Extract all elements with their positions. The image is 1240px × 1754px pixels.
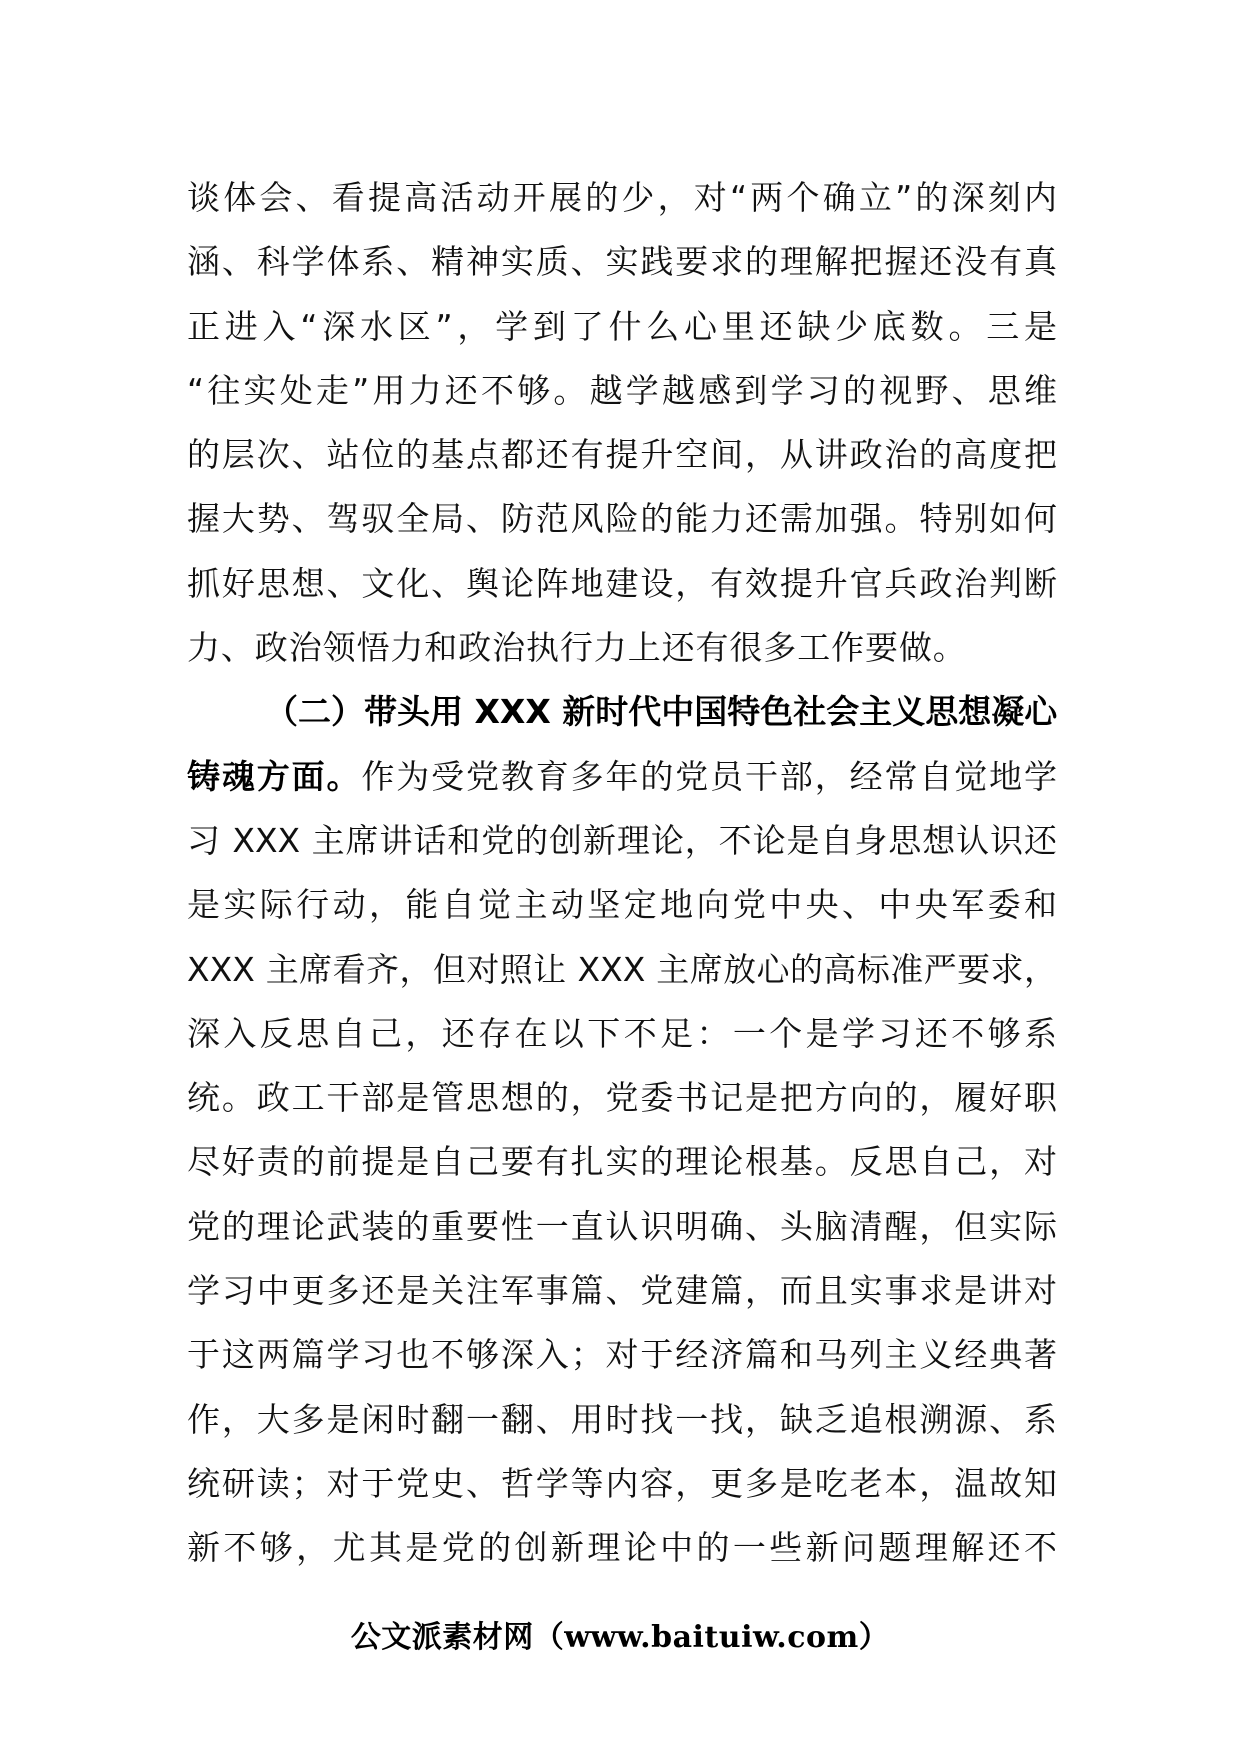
section-heading-tail: 铸魂方面。 xyxy=(187,756,362,796)
text-line: 作，大多是闲时翻一翻、用时找一找，缺乏追根溯源、系 xyxy=(187,1399,1057,1439)
text-line xyxy=(187,745,1057,809)
section-heading: （二）带头用 XXX 新时代中国特色社会主义思想凝心 xyxy=(265,692,1058,732)
text-line: 统。政工干部是管思想的，党委书记是把方向的，履好职 xyxy=(187,1078,1057,1118)
text-line: 是实际行动，能自觉主动坚定地向党中央、中央军委和 xyxy=(187,885,1057,925)
text-line: 握大势、驾驭全局、防范风险的能力还需加强。特别如何 xyxy=(187,499,1057,539)
text-line: 党的理论武装的重要性一直认识明确、头脑清醒，但实际 xyxy=(187,1206,1057,1246)
document-body xyxy=(187,166,1057,1581)
text-line: 深入反思自己，还存在以下不足：一个是学习还不够系 xyxy=(187,1013,1057,1053)
section-intro-text: 作为受党教育多年的党员干部，经常自觉地学 xyxy=(361,756,1057,796)
text-line: 谈体会、看提高活动开展的少，对“两个确立”的深刻内 xyxy=(187,178,1057,217)
text-line: 抓好思想、文化、舆论阵地建设，有效提升官兵政治判断 xyxy=(187,563,1057,603)
text-line: 学习中更多还是关注军事篇、党建篇，而且实事求是讲对 xyxy=(187,1271,1057,1311)
text-line: 正进入“深水区”，学到了什么心里还缺少底数。三是 xyxy=(187,306,1057,346)
text-line: 力、政治领悟力和政治执行力上还有很多工作要做。 xyxy=(187,628,967,668)
text-line: 于这两篇学习也不够深入；对于经济篇和马列主义经典著 xyxy=(187,1335,1057,1375)
text-line: 统研读；对于党史、哲学等内容，更多是吃老本，温故知 xyxy=(187,1463,1057,1503)
text-line: 涵、科学体系、精神实质、实践要求的理解把握还没有真 xyxy=(187,242,1057,282)
text-line: 尽好责的前提是自己要有扎实的理论根基。反思自己，对 xyxy=(187,1142,1057,1182)
text-line: 的层次、站位的基点都还有提升空间，从讲政治的高度把 xyxy=(187,435,1057,475)
text-line: 新不够，尤其是党的创新理论中的一些新问题理解还不 xyxy=(187,1528,1057,1568)
footer-watermark: 公文派素材网（www.baituiw.com） xyxy=(350,1620,890,1655)
text-line: XXX 主席看齐，但对照让 XXX 主席放心的高标准严要求， xyxy=(187,949,1057,989)
text-line: 习 XXX 主席讲话和党的创新理论，不论是自身思想认识还 xyxy=(187,820,1057,860)
text-line: “往实处走”用力还不够。越学越感到学习的视野、思维 xyxy=(187,370,1057,410)
